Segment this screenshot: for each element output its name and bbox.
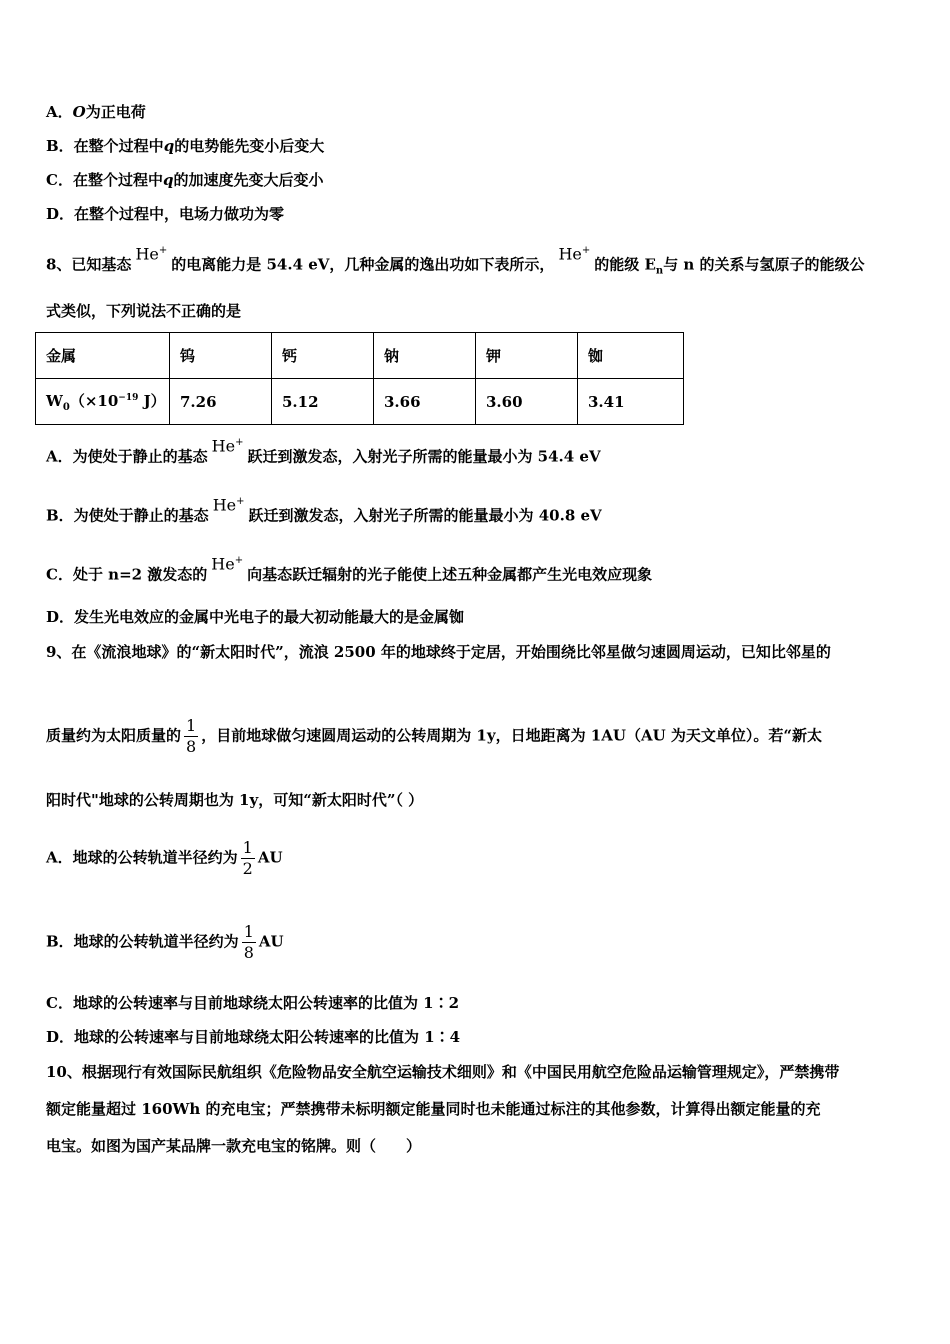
q9-option-d: D．地球的公转速率与目前地球绕太阳公转速率的比值为 1∶4 [46, 1028, 461, 1046]
q7-option-d: D．在整个过程中，电场力做功为零 [46, 205, 285, 223]
table-header-cell: 金属 [36, 333, 170, 379]
he-ion-symbol: He+ [135, 244, 168, 264]
q8-option-a: A．为使处于静止的基态He+跃迁到激发态，入射光子所需的能量最小为 54.4 eV [46, 443, 601, 466]
he-ion-symbol: He+ [558, 244, 591, 264]
he-ion-symbol: He+ [211, 554, 244, 574]
table-header-cell: 钙 [272, 333, 374, 379]
table-cell: 3.60 [476, 379, 578, 425]
fraction-one-eighth: $\frac{1}{8}$ [243, 922, 254, 962]
table-header-cell: 钾 [476, 333, 578, 379]
table-cell: 5.12 [272, 379, 374, 425]
q7-option-a: A．O为正电荷 [46, 103, 146, 121]
q9-option-a: A．地球的公转轨道半径约为 $\frac{1}{2}$ AU [46, 838, 283, 878]
q8-stem-line2: 式类似，下列说法不正确的是 [46, 302, 242, 320]
table-cell: 3.41 [578, 379, 684, 425]
table-header-cell: 钠 [374, 333, 476, 379]
he-ion-symbol: He+ [211, 436, 244, 456]
q7-option-b: B．在整个过程中q的电势能先变小后变大 [46, 137, 325, 155]
table-row [36, 333, 684, 379]
table-cell: 7.26 [170, 379, 272, 425]
q10-stem-line1: 10、根据现行有效国际民航组织《危险物品安全航空运输技术细则》和《中国民用航空危险品运输管理规定》，严禁携带 [46, 1063, 840, 1081]
fraction-one-half: $\frac{1}{2}$ [242, 838, 253, 878]
q9-option-b: B．地球的公转轨道半径约为 $\frac{1}{8}$ AU [46, 922, 284, 962]
q8-option-d: D．发生光电效应的金属中光电子的最大初动能最大的是金属铷 [46, 608, 465, 626]
q8-stem-line1: 8、已知基态He+的电离能力是 54.4 eV，几种金属的逸出功如下表所示，He+的能级 $E_n$与 n 的关系与氢原子的能级公 [46, 251, 865, 281]
q10-stem-line3: 电宝。如图为国产某品牌一款充电宝的铭牌。则（ ） [46, 1137, 422, 1155]
q7-option-c: C．在整个过程中q的加速度先变大后变小 [46, 171, 324, 189]
table-header-cell: 钨 [170, 333, 272, 379]
q8-option-c: C．处于 n=2 激发态的He+向基态跃迁辐射的光子能使上述五种金属都产生光电效应现象 [46, 561, 652, 584]
table-row-label: $W_0(\times 10^{-19}$ J） [36, 379, 170, 425]
q9-option-c: C．地球的公转速率与目前地球绕太阳公转速率的比值为 1∶2 [46, 994, 460, 1012]
q9-stem-line2: 质量约为太阳质量的 $\frac{1}{8}$ ，目前地球做匀速圆周运动的公转周期为 1y，日地距离为 1AU（AU 为天文单位）。若“新太 [46, 716, 823, 756]
work-function-table [35, 332, 684, 425]
q9-stem-line3: 阳时代"地球的公转周期也为 1y，可知“新太阳时代”（ ） [46, 791, 424, 809]
table-row [36, 379, 684, 425]
fraction-one-eighth: $\frac{1}{8}$ [186, 716, 197, 756]
table-header-cell: 铷 [578, 333, 684, 379]
q9-stem-line1: 9、在《流浪地球》的“新太阳时代”，流浪 2500 年的地球终于定居，开始围绕比邻星做匀速圆周运动，已知比邻星的 [46, 643, 831, 661]
table-cell: 3.66 [374, 379, 476, 425]
q10-stem-line2: 额定能量超过 160Wh 的充电宝；严禁携带未标明额定能量同时也未能通过标注的其他参数，计算得出额定能量的充 [46, 1100, 821, 1118]
he-ion-symbol: He+ [212, 495, 245, 515]
q8-option-b: B．为使处于静止的基态He+跃迁到激发态，入射光子所需的能量最小为 40.8 eV [46, 502, 602, 525]
